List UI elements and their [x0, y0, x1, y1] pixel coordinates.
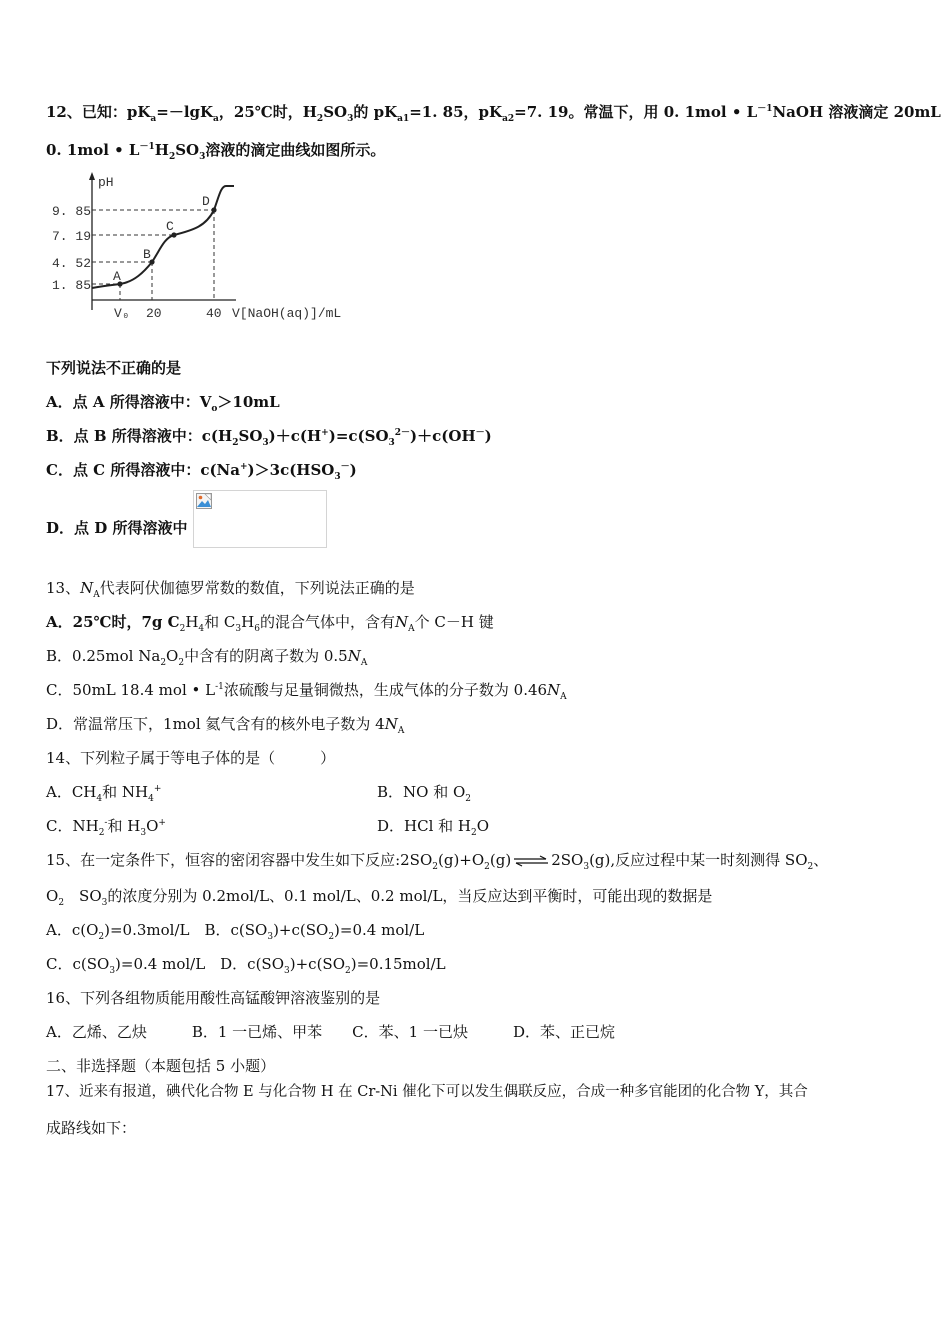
q12-line2: 0. 1mol • $L^{-1}H_2SO_3$溶液的滴定曲线如图所示。: [46, 141, 386, 162]
q13-title: 13、$N_A$代表阿伏伽德罗常数的数值，下列说法正确的是: [46, 579, 415, 600]
q12-option-b: B．点 B 所得溶液中：$c(H_2SO_3)+c(H^+)=c(SO_3^{2-})+c(OH^-)$: [46, 427, 492, 448]
q15-line1: 15、在一定条件下，恒容的密闭容器中发生如下反应$:2SO_2(g)+O_2(g)$ $2SO_3(g)$,反应过程中某一时刻测得 $SO_2$、: [46, 851, 829, 872]
q17-line2: 成路线如下：: [46, 1119, 137, 1137]
xtick-v0: V₀: [114, 306, 130, 321]
broken-image-placeholder: [193, 490, 327, 548]
ytick-7-19: 7. 19: [52, 229, 92, 244]
q15-line2: $O_2$ $SO_3$的浓度分别为 0.2mol/L、0.1 mol/L、0.2 mol/L，当反应达到平衡时，可能出现的数据是: [46, 887, 713, 908]
q13-option-c: C．50mL 18.4 mol • $L^{-1}$浓硫酸与足量铜微热，生成气体的分子数为 $0.46N_A$: [46, 681, 567, 702]
q12-option-a: A．点 A 所得溶液中：$V_o>10mL$: [46, 393, 280, 414]
point-b-label: B: [143, 247, 151, 262]
q16-options: A．乙烯、乙炔 B．1 一已烯、甲苯 C．苯、1 一已炔 D．苯、正已烷: [46, 1023, 615, 1041]
q17-line1: 17、近来有报道，碘代化合物 E 与化合物 H 在 Cr-Ni 催化下可以发生偶联反应，合成一种多官能团的化合物 Y，其合: [46, 1084, 808, 1100]
section-2-heading: 二、非选择题（本题包括 5 小题）: [46, 1057, 276, 1075]
point-c-label: C: [166, 219, 174, 234]
q13-option-a: A．25℃时，7g $C_2H_4$和 $C_3H_6$的混合气体中，含有$N_A$个 C－H 键: [46, 613, 494, 634]
q15-options-cd: C．$c(SO_3)=0.4$ mol/L D．$c(SO_3)+c(SO_2)=0.15mol/L$: [46, 955, 446, 976]
q14-option-c: C．$NH_2^-$和 $H_3O^+$: [46, 817, 166, 838]
q15-options-ab: A．$c(O_2)=0.3mol/L$ B．$c(SO_3)+c(SO_2)=0.4$ mol/L: [46, 921, 425, 942]
q13-option-d: D．常温常压下，1mol 氦气含有的核外电子数为 $4N_A$: [46, 715, 405, 736]
ytick-4-52: 4. 52: [52, 256, 92, 271]
q16-title: 16、下列各组物质能用酸性高锰酸钾溶液鉴别的是: [46, 989, 381, 1007]
point-d-label: D: [202, 194, 210, 209]
q14-option-a: A．$CH_4$和 $NH_4^+$: [46, 783, 162, 804]
q12-line1: 12、已知：$pK_a=-\lg K_a$，25℃时，$H_2SO_3$的 $pK_{a1}=1$. 85，$pK_{a2}=7$. 19。常温下，用 0. 1mol • $L^{-1}NaOH$ 溶液滴定 20mL: [46, 103, 941, 124]
ytick-1-85: 1. 85: [52, 278, 92, 293]
xtick-40: 40: [206, 306, 222, 321]
q14-option-b: B．NO 和 $O_2$: [377, 783, 472, 804]
ytick-9-85: 9. 85: [52, 204, 92, 219]
q14-option-d: D．HCl 和 $H_2O$: [377, 817, 490, 838]
titration-chart: [46, 170, 366, 325]
q12-option-c: C．点 C 所得溶液中：$c(Na^+)>3c(HSO_3^-)$: [46, 461, 357, 482]
broken-image-icon: [196, 493, 212, 509]
x-axis-label: V[NaOH(aq)]/mL: [232, 306, 342, 321]
point-d: [211, 207, 216, 212]
q13-option-b: B．0.25mol $Na_2O_2$中含有的阴离子数为 $0.5N_A$: [46, 647, 368, 668]
y-axis-label: pH: [98, 175, 114, 190]
q14-row2: [46, 816, 906, 836]
q14-title: 14、下列粒子属于等电子体的是（ ）: [46, 749, 336, 767]
xtick-20: 20: [146, 306, 162, 321]
q12-question: 下列说法不正确的是: [46, 359, 182, 377]
q14-row1: [46, 782, 906, 802]
y-axis-arrow: [89, 172, 95, 180]
equilibrium-arrow-icon: [513, 855, 549, 867]
q12-option-d: D．点 D 所得溶液中: [46, 519, 188, 537]
point-a-label: A: [113, 269, 121, 284]
